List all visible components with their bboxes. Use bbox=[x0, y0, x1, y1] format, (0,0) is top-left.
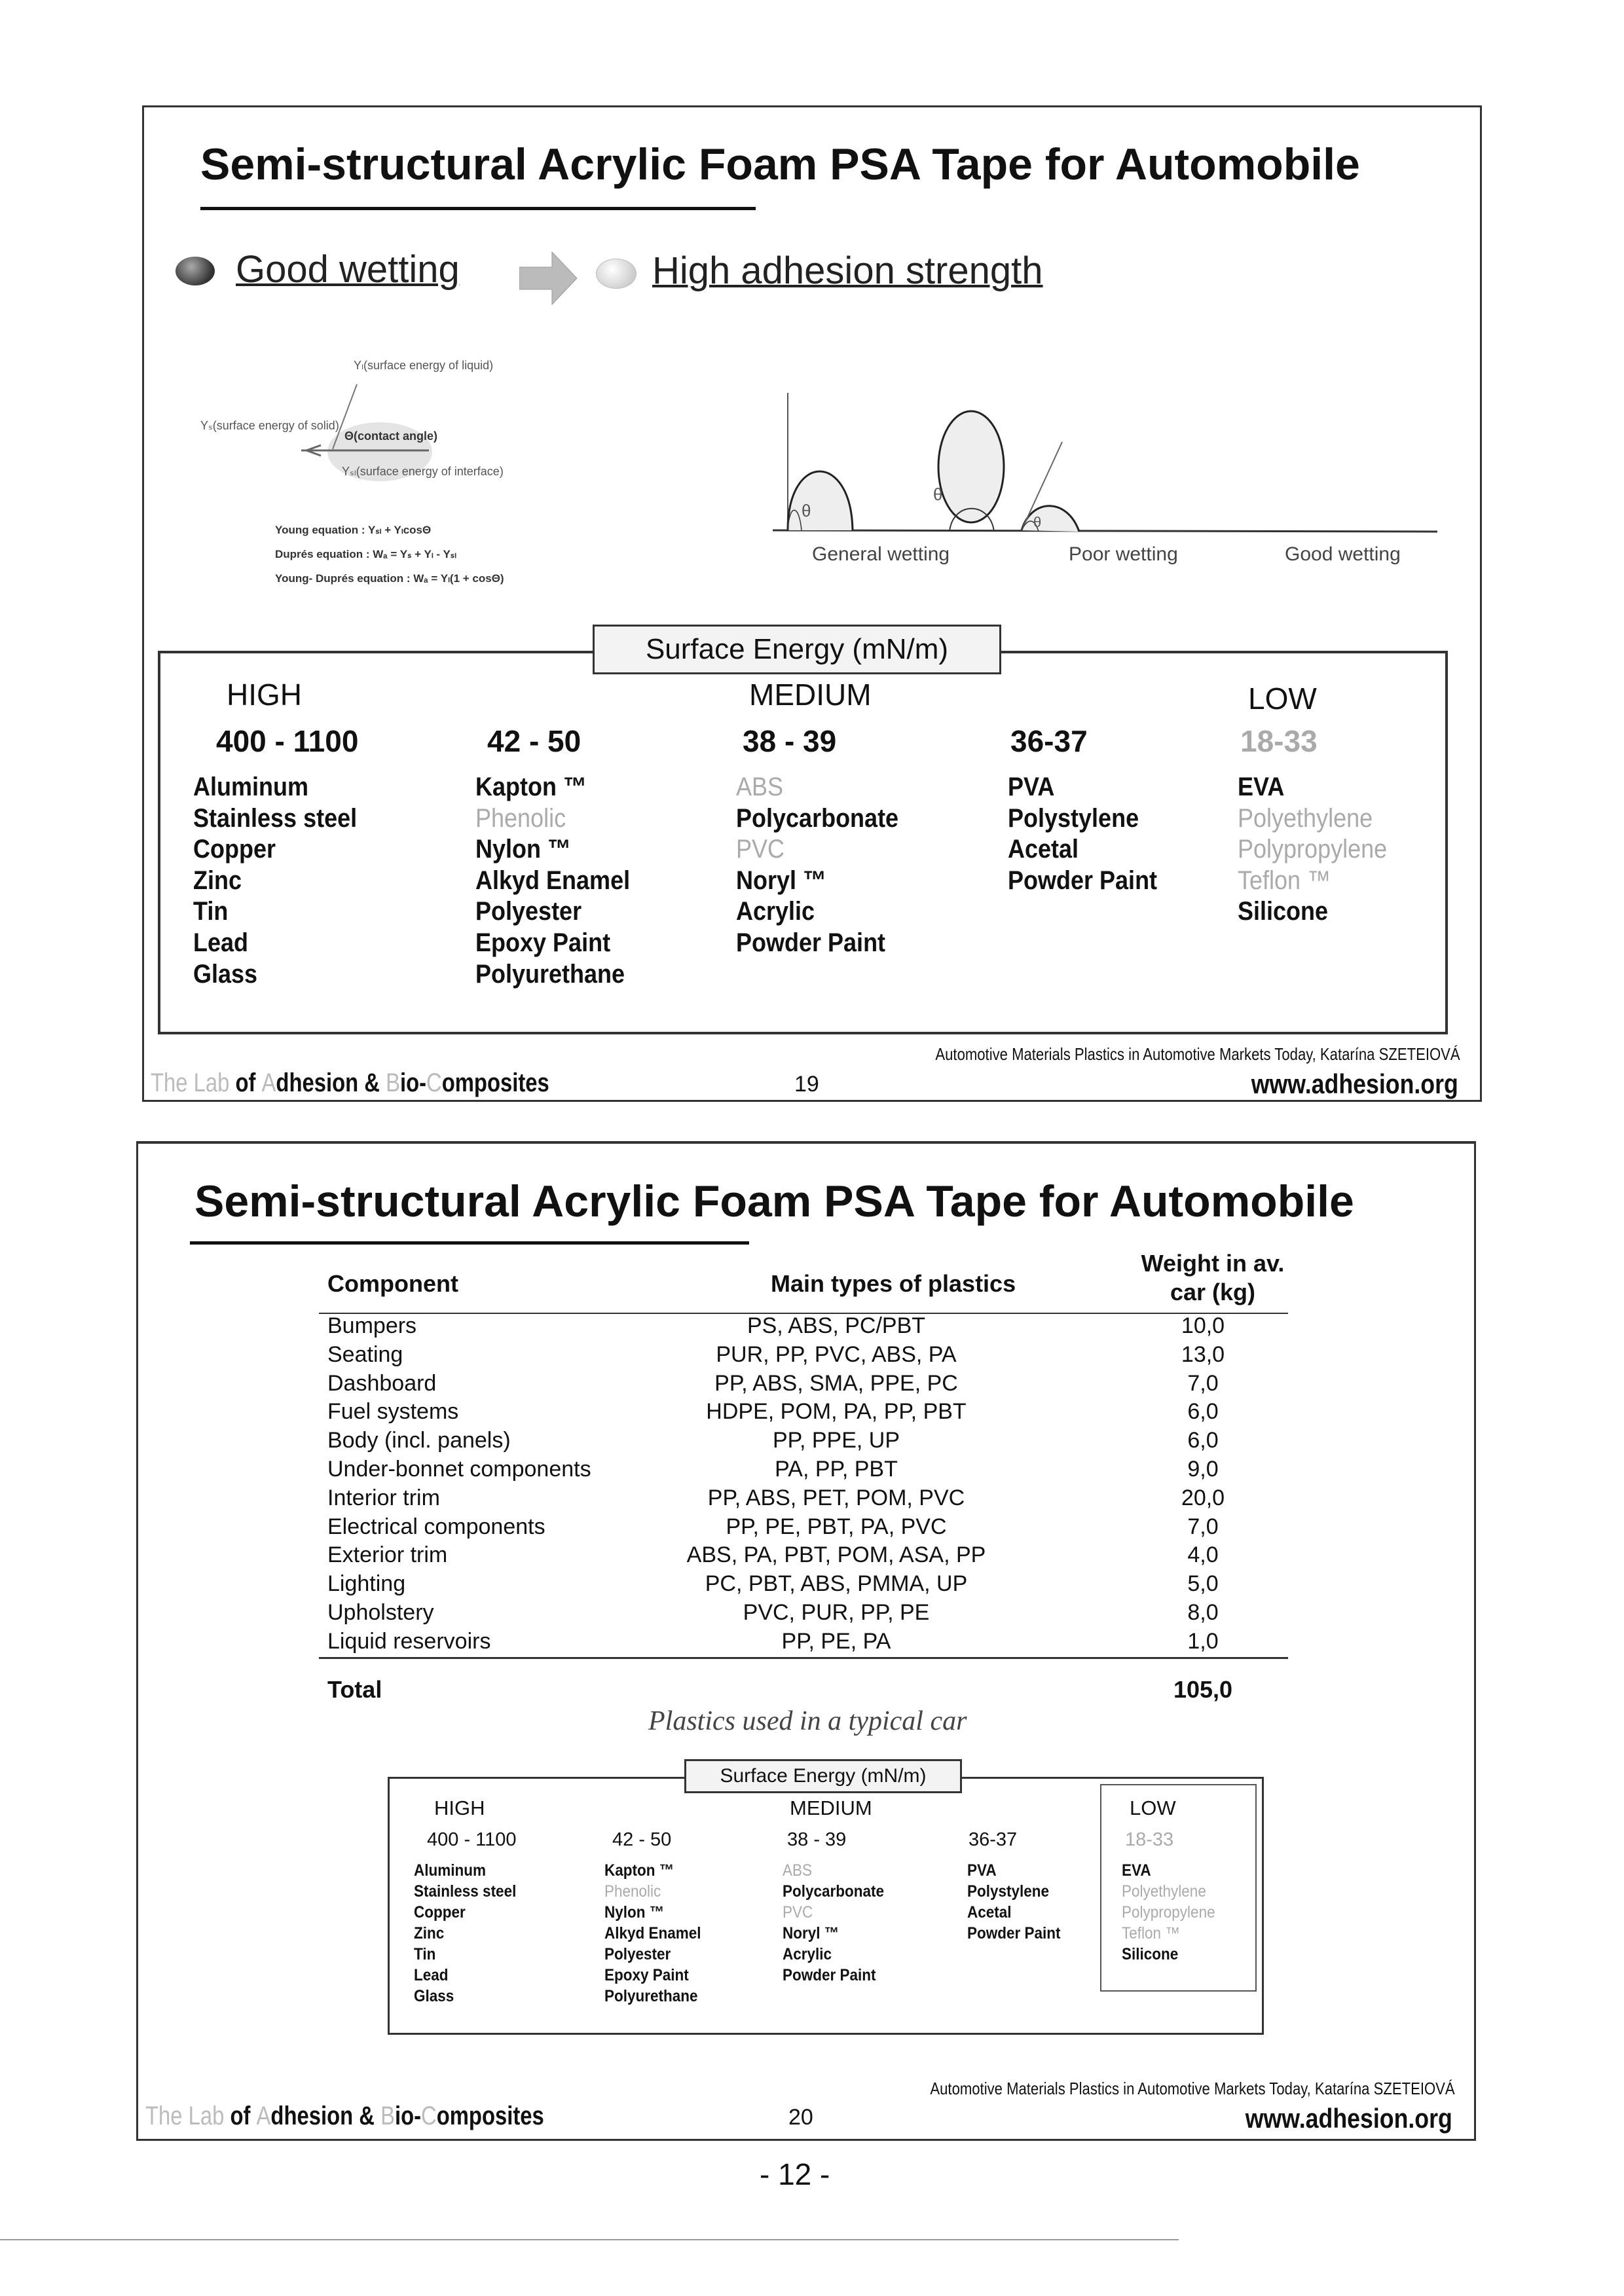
material-item: Polyurethane bbox=[475, 959, 625, 989]
material-item: PVC bbox=[783, 1903, 813, 1922]
material-item: Noryl ™ bbox=[736, 866, 827, 895]
energy-range: 42 - 50 bbox=[612, 1829, 672, 1850]
header-weight bbox=[1118, 1249, 1308, 1307]
weight-cell: 4,0 bbox=[1187, 1542, 1219, 1568]
material-item: Copper bbox=[414, 1903, 466, 1922]
material-item: Noryl ™ bbox=[783, 1924, 840, 1942]
material-item: Polyester bbox=[475, 897, 582, 926]
material-item: Phenolic bbox=[475, 803, 566, 833]
lab-name-part: C bbox=[426, 1068, 442, 1097]
level-low: LOW bbox=[1130, 1796, 1176, 1819]
table-row bbox=[319, 1457, 1288, 1485]
weight-cell: 8,0 bbox=[1187, 1600, 1219, 1625]
plastics-cell: PVC, PUR, PP, PE bbox=[743, 1600, 930, 1625]
surface-energy-label: Surface Energy (mN/m) bbox=[593, 625, 1001, 674]
component-cell: Bumpers bbox=[327, 1313, 417, 1338]
material-item: Glass bbox=[193, 959, 258, 989]
gamma-liquid-label: Yₗ(surface energy of liquid) bbox=[354, 359, 494, 372]
energy-range: 400 - 1100 bbox=[216, 724, 359, 758]
material-item: EVA bbox=[1238, 773, 1285, 801]
energy-range: 18-33 bbox=[1125, 1829, 1174, 1850]
level-medium: MEDIUM bbox=[749, 678, 872, 712]
material-item: Silicone bbox=[1238, 897, 1329, 926]
plastics-cell: PC, PBT, ABS, PMMA, UP bbox=[705, 1571, 968, 1597]
lab-name-part: A bbox=[261, 1068, 276, 1097]
material-item: ABS bbox=[736, 773, 784, 801]
energy-range: 38 - 39 bbox=[787, 1829, 847, 1850]
material-item: Aluminum bbox=[193, 773, 308, 801]
total-label: Total bbox=[327, 1676, 382, 1703]
level-high: HIGH bbox=[227, 678, 302, 712]
bullet-light-icon bbox=[596, 259, 637, 289]
plastics-cell: PP, ABS, PET, POM, PVC bbox=[707, 1485, 965, 1510]
arrow-right-icon bbox=[519, 249, 578, 311]
lab-name-part: of bbox=[224, 2102, 257, 2130]
lab-name-part: B bbox=[380, 2102, 395, 2130]
drop-label-general: General wetting bbox=[812, 543, 950, 565]
energy-range: 400 - 1100 bbox=[427, 1829, 517, 1850]
material-item: Tin bbox=[193, 897, 229, 926]
material-item: Epoxy Paint bbox=[475, 928, 611, 957]
weight-cell: 7,0 bbox=[1187, 1514, 1219, 1539]
material-item: Lead bbox=[414, 1966, 449, 1984]
weight-cell: 13,0 bbox=[1181, 1341, 1225, 1367]
title-underline bbox=[190, 1241, 749, 1245]
component-cell: Body (incl. panels) bbox=[327, 1428, 511, 1453]
header-weight-line2: car (kg) bbox=[1170, 1279, 1256, 1305]
energy-range: 42 - 50 bbox=[487, 724, 581, 758]
plastics-cell: PS, ABS, PC/PBT bbox=[747, 1313, 926, 1338]
lab-name-part: of bbox=[229, 1068, 262, 1097]
material-item: Polystylene bbox=[967, 1882, 1050, 1901]
weight-cell: 1,0 bbox=[1187, 1628, 1219, 1654]
level-medium: MEDIUM bbox=[790, 1796, 872, 1819]
page-bottom-rule bbox=[0, 2239, 1179, 2240]
theta-general: θ bbox=[802, 501, 811, 520]
material-item: Nylon ™ bbox=[604, 1903, 665, 1922]
slide-title: Semi-structural Acrylic Foam PSA Tape for Automobile bbox=[200, 139, 1360, 189]
lab-name-part: dhesion & bbox=[270, 2102, 381, 2130]
young-equation: Young equation : Yₛₗ + YₗcosΘ bbox=[275, 524, 432, 536]
component-cell: Fuel systems bbox=[327, 1399, 459, 1425]
component-cell: Under-bonnet components bbox=[327, 1457, 591, 1482]
energy-range: 38 - 39 bbox=[743, 724, 837, 758]
material-item: ABS bbox=[783, 1861, 813, 1880]
plastics-cell: PUR, PP, PVC, ABS, PA bbox=[716, 1341, 957, 1367]
material-item: Glass bbox=[414, 1987, 454, 2005]
material-item: Acetal bbox=[1008, 835, 1079, 864]
material-item: Powder Paint bbox=[783, 1966, 876, 1984]
page-number: - 12 - bbox=[760, 2157, 830, 2191]
lab-name-part: The Lab bbox=[145, 2102, 225, 2130]
table-row bbox=[319, 1485, 1288, 1514]
slide-number: 19 bbox=[794, 1072, 819, 1097]
lab-name-part: C bbox=[421, 2102, 437, 2130]
citation: Automotive Materials Plastics in Automotive Markets Today, Katarína SZETEIOVÁ bbox=[935, 1044, 1460, 1064]
material-item: Acetal bbox=[967, 1903, 1012, 1922]
material-item: Powder Paint bbox=[967, 1924, 1061, 1942]
material-item: Polyurethane bbox=[604, 1987, 698, 2005]
lab-name-part: A bbox=[256, 2102, 271, 2130]
material-item: Polycarbonate bbox=[736, 803, 899, 833]
weight-cell: 10,0 bbox=[1181, 1313, 1225, 1338]
table-row bbox=[319, 1399, 1288, 1428]
lab-name-part: io- bbox=[399, 1068, 427, 1097]
plastics-cell: PP, ABS, SMA, PPE, PC bbox=[714, 1370, 958, 1396]
lab-name-part: B bbox=[386, 1068, 400, 1097]
component-cell: Lighting bbox=[327, 1571, 406, 1597]
level-high: HIGH bbox=[434, 1796, 485, 1819]
table-caption: Plastics used in a typical car bbox=[648, 1706, 967, 1736]
material-item: EVA bbox=[1122, 1861, 1151, 1880]
table-row bbox=[319, 1571, 1288, 1600]
surface-energy-label-small: Surface Energy (mN/m) bbox=[684, 1759, 962, 1793]
table-row bbox=[319, 1342, 1288, 1371]
wetting-drops-diagram bbox=[753, 380, 1441, 576]
website-link[interactable]: www.adhesion.org bbox=[1251, 1068, 1458, 1099]
material-item: Aluminum bbox=[414, 1861, 486, 1880]
material-item: Alkyd Enamel bbox=[604, 1924, 701, 1942]
weight-cell: 9,0 bbox=[1187, 1457, 1219, 1482]
gamma-interface-label: Yₛₗ(surface energy of interface) bbox=[342, 465, 504, 478]
material-item: Polycarbonate bbox=[783, 1882, 885, 1901]
material-item: PVC bbox=[736, 835, 785, 864]
table-row bbox=[319, 1514, 1288, 1543]
contact-angle-label: Θ(contact angle) bbox=[344, 429, 438, 443]
component-cell: Exterior trim bbox=[327, 1542, 448, 1568]
lab-name bbox=[151, 1068, 549, 1098]
table-bottom-divider bbox=[319, 1657, 1288, 1659]
slide-title: Semi-structural Acrylic Foam PSA Tape for Automobile bbox=[194, 1176, 1354, 1226]
component-cell: Electrical components bbox=[327, 1514, 545, 1539]
weight-cell: 20,0 bbox=[1181, 1485, 1225, 1510]
material-item: Polyethylene bbox=[1238, 803, 1373, 833]
plastics-cell: HDPE, POM, PA, PP, PBT bbox=[706, 1399, 967, 1425]
good-wetting-label: Good wetting bbox=[236, 248, 460, 291]
material-item: Zinc bbox=[414, 1924, 445, 1942]
material-item: Nylon ™ bbox=[475, 835, 572, 864]
material-item: Powder Paint bbox=[736, 928, 886, 957]
material-item: Kapton ™ bbox=[475, 773, 587, 801]
component-cell: Seating bbox=[327, 1341, 403, 1367]
material-item: Epoxy Paint bbox=[604, 1966, 689, 1984]
component-cell: Upholstery bbox=[327, 1600, 434, 1625]
table-body bbox=[319, 1313, 1288, 1660]
material-item: Phenolic bbox=[604, 1882, 661, 1901]
theta-good: θ bbox=[1033, 514, 1042, 530]
level-low: LOW bbox=[1248, 682, 1317, 716]
table-row bbox=[319, 1542, 1288, 1571]
material-item: Polystylene bbox=[1008, 803, 1139, 833]
material-item: Polypropylene bbox=[1238, 835, 1388, 864]
slide-number: 20 bbox=[788, 2105, 813, 2130]
weight-cell: 5,0 bbox=[1187, 1571, 1219, 1597]
material-item: Teflon ™ bbox=[1122, 1924, 1180, 1942]
plastics-cell: ABS, PA, PBT, POM, ASA, PP bbox=[686, 1542, 986, 1568]
lab-name-part: io- bbox=[394, 2102, 422, 2130]
plastics-cell: PP, PE, PBT, PA, PVC bbox=[726, 1514, 947, 1539]
table-row bbox=[319, 1600, 1288, 1629]
header-component: Component bbox=[327, 1270, 458, 1297]
drop-label-good: Good wetting bbox=[1285, 543, 1401, 565]
plastics-cell: PA, PP, PBT bbox=[775, 1457, 898, 1482]
plastics-cell: PP, PE, PA bbox=[781, 1628, 891, 1654]
material-item: PVA bbox=[1008, 773, 1055, 801]
table-row bbox=[319, 1428, 1288, 1457]
plastics-table bbox=[319, 1250, 1288, 1709]
material-item: Acrylic bbox=[783, 1945, 832, 1963]
material-item: Silicone bbox=[1122, 1945, 1179, 1963]
high-adhesion-label: High adhesion strength bbox=[652, 249, 1043, 292]
weight-cell: 6,0 bbox=[1187, 1428, 1219, 1453]
energy-range: 36-37 bbox=[1010, 724, 1088, 758]
young-dupre-equation: Young- Duprés equation : Wₐ = Yₗ(1 + cosΘ) bbox=[275, 572, 504, 585]
weight-cell: 6,0 bbox=[1187, 1399, 1219, 1425]
material-item: Powder Paint bbox=[1008, 866, 1158, 895]
total-value: 105,0 bbox=[1173, 1676, 1233, 1703]
lab-name-part: The Lab bbox=[151, 1068, 230, 1097]
plastics-cell: PP, PPE, UP bbox=[772, 1428, 900, 1453]
table-row bbox=[319, 1313, 1288, 1342]
lab-name bbox=[145, 2102, 544, 2131]
material-item: Polypropylene bbox=[1122, 1903, 1215, 1922]
lab-name-part: omposites bbox=[436, 2102, 544, 2130]
material-item: Polyester bbox=[604, 1945, 671, 1963]
table-row bbox=[319, 1371, 1288, 1400]
material-item: Stainless steel bbox=[193, 803, 358, 833]
material-item: Polyethylene bbox=[1122, 1882, 1206, 1901]
material-item: Lead bbox=[193, 928, 249, 957]
theta-poor: θ bbox=[933, 484, 943, 504]
material-item: Teflon ™ bbox=[1238, 866, 1331, 895]
header-plastics: Main types of plastics bbox=[771, 1270, 1016, 1297]
dupre-equation: Duprés equation : Wₐ = Yₛ + Yₗ - Yₛₗ bbox=[275, 548, 456, 560]
material-item: Tin bbox=[414, 1945, 436, 1963]
material-item: Copper bbox=[193, 835, 276, 864]
contact-angle-diagram bbox=[157, 347, 714, 596]
table-row bbox=[319, 1629, 1288, 1658]
lab-name-part: dhesion & bbox=[276, 1068, 386, 1097]
component-cell: Liquid reservoirs bbox=[327, 1628, 491, 1654]
material-item: Stainless steel bbox=[414, 1882, 517, 1901]
citation: Automotive Materials Plastics in Automotive Markets Today, Katarína SZETEIOVÁ bbox=[930, 2079, 1455, 2098]
material-item: Zinc bbox=[193, 866, 242, 895]
weight-cell: 7,0 bbox=[1187, 1370, 1219, 1396]
website-link[interactable]: www.adhesion.org bbox=[1245, 2103, 1452, 2134]
material-item: Kapton ™ bbox=[604, 1861, 674, 1880]
component-cell: Dashboard bbox=[327, 1370, 437, 1396]
bullet-dark-icon bbox=[175, 257, 215, 285]
material-item: Acrylic bbox=[736, 897, 815, 926]
material-item: Alkyd Enamel bbox=[475, 866, 631, 895]
gamma-solid-label: Yₛ(surface energy of solid) bbox=[200, 419, 339, 432]
drop-label-poor: Poor wetting bbox=[1069, 543, 1178, 565]
material-item: PVA bbox=[967, 1861, 997, 1880]
title-underline bbox=[200, 207, 756, 210]
lab-name-part: omposites bbox=[441, 1068, 549, 1097]
header-weight-line1: Weight in av. bbox=[1141, 1250, 1285, 1277]
energy-range: 36-37 bbox=[969, 1829, 1018, 1850]
component-cell: Interior trim bbox=[327, 1485, 440, 1510]
energy-range: 18-33 bbox=[1240, 724, 1318, 758]
